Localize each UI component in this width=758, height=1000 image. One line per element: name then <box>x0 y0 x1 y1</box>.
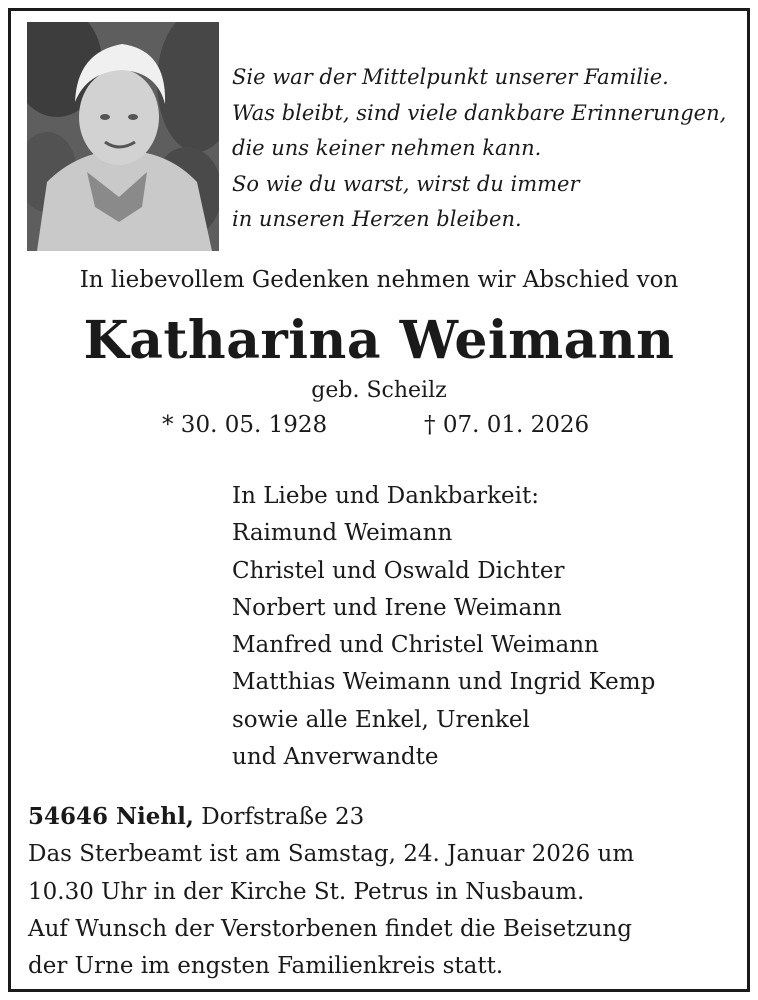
poem <box>232 60 726 238</box>
mourner-name: sowie alle Enkel, Urenkel <box>232 706 530 733</box>
service-line: Auf Wunsch der Verstorbenen findet die Beisetzung <box>28 915 632 942</box>
mourners-heading: In Liebe und Dankbarkeit: <box>232 483 539 509</box>
service-line: der Urne im engsten Familienkreis statt. <box>28 953 504 980</box>
service-line: Das Sterbeamt ist am Samstag, 24. Januar 2026 um <box>28 841 635 868</box>
portrait-image <box>27 22 219 251</box>
mourner-name: Norbert und Irene Weimann <box>232 594 562 621</box>
footer-block <box>28 798 634 985</box>
service-info <box>28 836 634 985</box>
mourner-name: Manfred und Christel Weimann <box>232 632 599 659</box>
mourner-name: Raimund Weimann <box>232 520 453 547</box>
mourner-name: und Anverwandte <box>232 744 439 771</box>
address <box>28 798 634 836</box>
portrait-photo <box>27 22 219 251</box>
birth-name: geb. Scheilz <box>311 378 447 403</box>
deceased-name: Katharina Weimann <box>83 310 675 371</box>
poem-line: Was bleibt, sind viele dankbare Erinnerungen, <box>232 100 727 125</box>
birth-date: * 30. 05. 1928 <box>162 412 328 438</box>
mourner-name: Matthias Weimann und Ingrid Kemp <box>232 669 656 696</box>
poem-line: Sie war der Mittelpunkt unserer Familie. <box>232 65 669 89</box>
mourner-name: Christel und Oswald Dichter <box>232 557 565 584</box>
death-date: 07. 01. 2026 <box>442 412 590 438</box>
address-street: Dorfstraße 23 <box>201 804 365 830</box>
service-line: 10.30 Uhr in der Kirche St. Petrus in Nusbaum. <box>28 878 585 905</box>
mourners-list <box>232 515 655 776</box>
death-date-group <box>424 412 589 438</box>
intro-text: In liebevollem Gedenken nehmen wir Abschied von <box>79 267 679 293</box>
poem-line: So wie du warst, wirst du immer <box>232 171 580 196</box>
cross-icon: † <box>424 412 436 438</box>
mourners-block <box>232 478 655 776</box>
poem-line: in unseren Herzen bleiben. <box>232 207 522 231</box>
address-city: 54646 Niehl, <box>28 803 194 830</box>
poem-line: die uns keiner nehmen kann. <box>232 136 542 160</box>
